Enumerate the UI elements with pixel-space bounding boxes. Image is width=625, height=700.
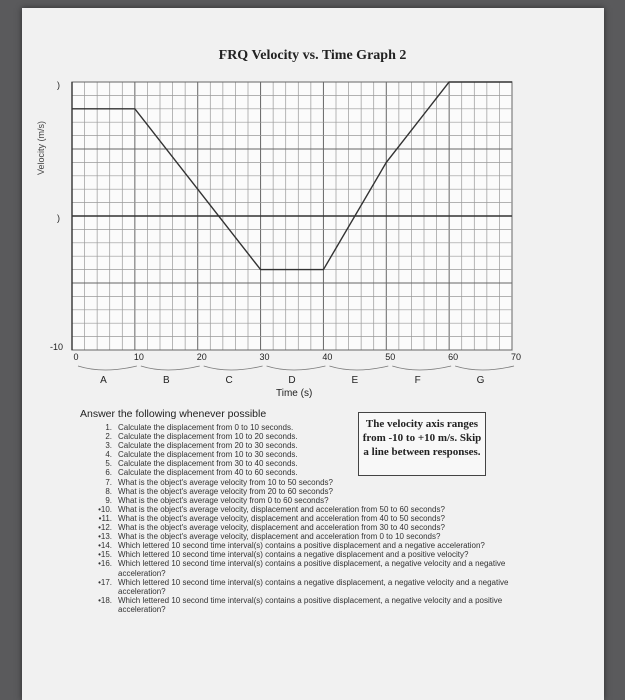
question-text: What is the object's average velocity from 0 to 60 seconds?: [118, 495, 329, 505]
question-list: [78, 423, 528, 614]
question-item: [78, 450, 528, 459]
question-number: 5.: [105, 459, 112, 469]
question-text: Which lettered 10 second time interval(s) contains a negative displacement, a negative velocity and a negative acceleration?: [118, 577, 509, 596]
x-tick-label: 0: [73, 352, 79, 362]
x-tick-label: 10: [133, 352, 144, 362]
question-number: •16.: [98, 559, 112, 569]
question-number: •17.: [98, 577, 112, 587]
question-item: [78, 541, 528, 550]
x-tick-marks: [78, 366, 514, 370]
question-text: What is the object's average velocity, displacement and acceleration from 50 to 60 seconds?: [118, 504, 445, 514]
question-text: Calculate the displacement from 0 to 10 seconds.: [118, 423, 294, 432]
interval-letter-c: C: [225, 375, 233, 386]
question-text: Calculate the displacement from 40 to 60 seconds.: [118, 468, 298, 478]
question-text: Calculate the displacement from 10 to 20 seconds.: [118, 432, 298, 442]
question-item: [78, 468, 528, 477]
question-number: •13.: [98, 532, 112, 542]
interval-bracket: [329, 366, 388, 370]
y-axis-label: Velocity (m/s): [36, 120, 46, 175]
x-tick-label: 40: [322, 352, 333, 362]
interval-letter-g: G: [476, 375, 485, 386]
y-tick-top: ): [57, 80, 60, 90]
question-text: Calculate the displacement from 20 to 30 seconds.: [118, 441, 298, 451]
question-number: 4.: [105, 450, 112, 460]
question-number: •14.: [98, 541, 112, 551]
question-item: [78, 578, 528, 596]
interval-bracket: [204, 366, 263, 370]
interval-letter-e: E: [351, 375, 359, 386]
question-number: 8.: [105, 486, 112, 496]
question-item: [78, 478, 528, 487]
question-item: [78, 496, 528, 505]
question-text: What is the object's average velocity, displacement and acceleration from 40 to 50 seconds?: [118, 513, 445, 523]
question-text: Which lettered 10 second time interval(s) contains a positive displacement, a negative velocity and a negative acceleration?: [118, 559, 506, 578]
page-title: FRQ Velocity vs. Time Graph 2: [218, 48, 407, 63]
question-item: [78, 532, 528, 541]
question-text: What is the object's average velocity from 10 to 50 seconds?: [118, 477, 333, 487]
question-number: 1.: [105, 423, 112, 432]
question-item: [78, 487, 528, 496]
question-item: [78, 441, 528, 450]
question-text: What is the object's average velocity, displacement and acceleration from 0 to 10 seconds?: [118, 532, 441, 542]
interval-letter-b: B: [162, 375, 170, 386]
question-item: [78, 459, 528, 468]
y-tick-middle: ): [57, 213, 60, 223]
y-tick-bottom: -10: [50, 342, 64, 352]
question-number: •10.: [98, 504, 112, 514]
x-tick-label: 60: [448, 352, 459, 362]
x-tick-label: 20: [196, 352, 207, 362]
question-number: •11.: [98, 513, 112, 523]
question-text: Which lettered 10 second time interval(s) contains a negative displacement and a positive velocity?: [118, 550, 469, 560]
question-number: 3.: [105, 441, 112, 451]
question-number: 9.: [105, 495, 112, 505]
interval-letter-a: A: [100, 375, 107, 386]
question-text: Calculate the displacement from 30 to 40 seconds.: [118, 459, 298, 469]
question-number: 2.: [105, 432, 112, 442]
instructions-text: Answer the following whenever possible: [80, 408, 267, 420]
interval-bracket: [392, 366, 451, 370]
question-number: •12.: [98, 523, 112, 533]
question-item: [78, 523, 528, 532]
x-tick-label: 30: [259, 352, 270, 362]
interval-letter-f: F: [414, 375, 421, 386]
question-item: [78, 596, 528, 614]
question-item: [78, 514, 528, 523]
question-item: [78, 559, 528, 577]
x-tick-label: 70: [510, 352, 522, 362]
question-item: [78, 432, 528, 441]
interval-letter-d: D: [288, 375, 296, 386]
interval-bracket: [78, 366, 137, 370]
x-tick-label: 50: [385, 352, 396, 362]
x-axis-label: Time (s): [276, 388, 313, 399]
interval-bracket: [455, 366, 514, 370]
question-number: 6.: [105, 468, 112, 478]
velocity-axis-note: The velocity axis ranges from -10 to +10 m/s. Skip a line between responses.: [358, 412, 486, 476]
question-number: •15.: [98, 550, 112, 560]
question-text: What is the object's average velocity from 20 to 60 seconds?: [118, 486, 333, 496]
question-number: •18.: [98, 595, 112, 605]
interval-bracket: [141, 366, 200, 370]
question-text: What is the object's average velocity, displacement and acceleration from 30 to 40 seconds?: [118, 523, 445, 533]
question-item: [78, 550, 528, 559]
question-number: 7.: [105, 477, 112, 487]
question-item: [78, 505, 528, 514]
question-text: Calculate the displacement from 10 to 30 seconds.: [118, 450, 298, 460]
interval-bracket: [267, 366, 326, 370]
question-text: Which lettered 10 second time interval(s) contains a positive displacement and a negative acceleration?: [118, 541, 485, 551]
question-item: [78, 423, 528, 432]
question-text: Which lettered 10 second time interval(s) contains a positive displacement, a negative velocity and a positive acceleration?: [118, 595, 503, 614]
